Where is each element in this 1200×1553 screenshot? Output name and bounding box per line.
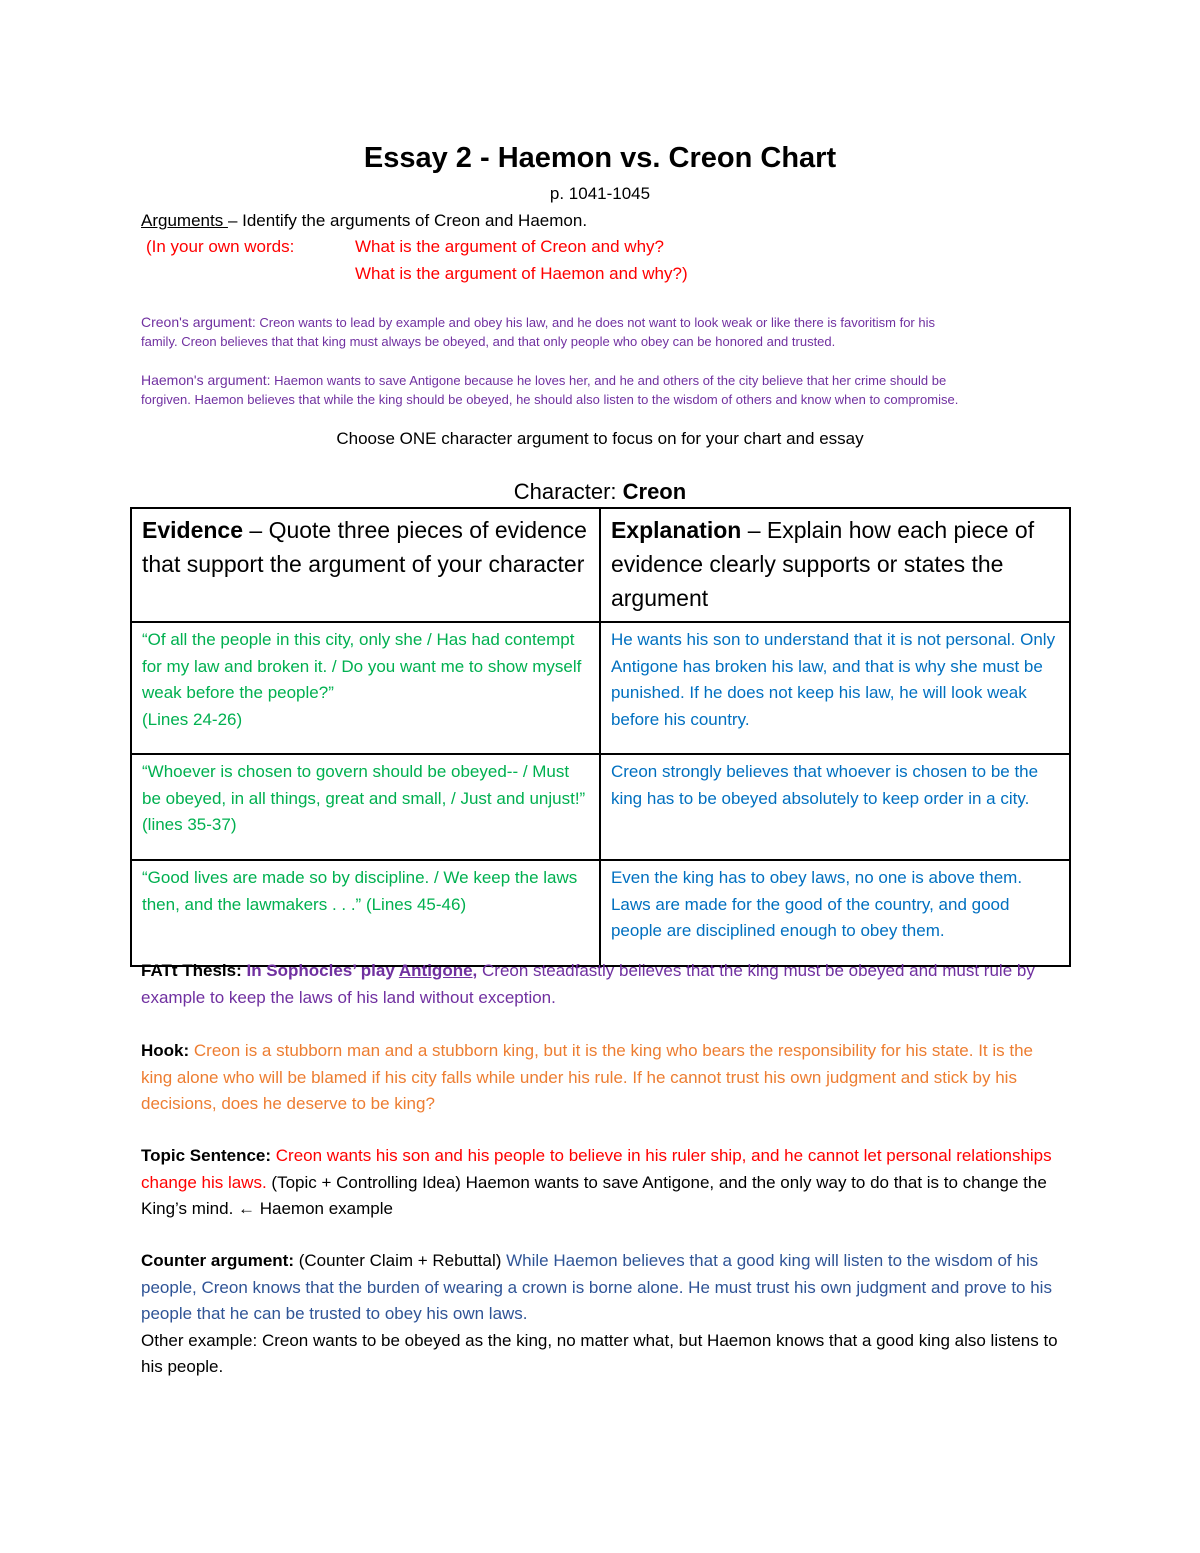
page-title: Essay 2 - Haemon vs. Creon Chart [363,142,837,174]
prompt-question-haemon: What is the argument of Haemon and why?) [355,264,688,283]
choose-instruction: Choose ONE character argument to focus on for your chart and essay [336,429,864,448]
explanation-cell: He wants his son to understand that it is not personal. Only Antigone has broken his law, and that is why she must be punished. If he does not keep his law, he will look weak before his country. [600,622,1070,754]
thesis-intro: In Sophocles’ play [241,961,399,980]
haemon-argument-text1: Haemon wants to save Antigone because he loves her, and he and others of the city believe that her crime should be [270,373,947,388]
table-row [131,754,1070,860]
character-name: Creon [622,479,687,504]
evidence-header: Evidence [142,517,243,543]
counter-label: Counter argument: [141,1251,294,1270]
thesis-comma: , [472,961,478,980]
evidence-cell: “Whoever is chosen to govern should be obeyed-- / Must be obeyed, in all things, great and small, / Just and unjust!” (lines 35-37) [131,754,600,860]
prompt-question-creon: What is the argument of Creon and why? [355,237,664,256]
evidence-header-cell [131,508,600,622]
character-heading [0,479,1200,505]
evidence-chart [130,507,1071,967]
arguments-line [141,211,587,231]
topic-sentence-paragraph [141,1143,1061,1223]
prompt-lead: (In your own words: [146,237,295,256]
hook-label: Hook: [141,1041,190,1060]
character-label: Character: [513,479,623,504]
haemon-argument-line2: forgiven. Haemon believes that while the king should be obeyed, he should also listen to the wisdom of others and know when to compromise. [141,392,959,407]
explanation-header-cell [600,508,1070,622]
evidence-description: – Quote three pieces of evidence that support the argument of your character [142,517,587,577]
thesis-play-title: Antigone [398,961,473,980]
chart-header-row [131,508,1070,622]
haemon-argument-line1 [141,370,946,391]
creon-argument-line2: family. Creon believes that that king must always be obeyed, and that only people who obey can be honored and trusted. [141,334,836,349]
page-range: p. 1041-1045 [549,184,651,203]
explanation-cell: Even the king has to obey laws, no one is above them. Laws are made for the good of the country, and good people are disciplined enough to obey them. [600,860,1070,966]
evidence-citation: (Lines 24-26) [142,709,243,729]
thesis-paragraph [141,958,1061,1011]
counter-argument-paragraph [141,1248,1061,1381]
creon-argument-text1: Creon wants to lead by example and obey his law, and he does not want to look weak or like there is favoritism for his [255,315,935,330]
arguments-instruction: – Identify the arguments of Creon and Haemon. [227,211,588,230]
table-row [131,860,1070,966]
topic-note: (Topic + Controlling Idea) Haemon wants to save Antigone, and the only way to do that is to change the King’s mind. [141,1172,1047,1218]
thesis-text: Creon steadfastly believes that the king must be obeyed and must rule by example to keep the laws of his land without exception. [141,961,1035,1007]
creon-argument-line1 [141,312,935,333]
haemon-argument-label: Haemon's argument: [141,372,271,388]
topic-example: Haemon example [255,1199,393,1218]
hook-paragraph [141,1038,1061,1118]
explanation-header: Explanation [610,517,742,543]
hook-text: Creon is a stubborn man and a stubborn king, but it is the king who bears the responsibility for his state. It is the king alone who will be blamed if his city falls while under his rule. If he cannot trust his own judgment and stick by his decisions, does he deserve to be king? [141,1041,1034,1113]
topic-label: Topic Sentence: [141,1146,272,1165]
explanation-description: – Explain how each piece of evidence clearly supports or states the argument [610,517,1035,611]
table-row [131,622,1070,754]
counter-text: While Haemon believes that a good king will listen to the wisdom of his people, Creon knows that the burden of wearing a crown is borne alone. He must trust his own judgment and prove to his people that he can be trusted to obey his own laws. [141,1251,1052,1323]
evidence-cell [131,622,600,754]
counter-other-example: Other example: Creon wants to be obeyed as the king, no matter what, but Haemon knows that a good king also listens to his people. [141,1330,1058,1376]
left-arrow-icon: ← [238,1199,256,1218]
arguments-label: Arguments [141,211,228,230]
evidence-cell: “Good lives are made so by discipline. / We keep the laws then, and the lawmakers . . .” (Lines 45-46) [131,860,600,966]
explanation-cell: Creon strongly believes that whoever is chosen to be the king has to be obeyed absolutely to keep order in a city. [600,754,1070,860]
creon-argument-label: Creon's argument: [141,314,256,330]
topic-text: Creon wants his son and his people to believe in his ruler ship, and he cannot let personal relationships change his laws. [141,1146,1052,1192]
thesis-label: FATt Thesis: [141,961,242,980]
evidence-quote: “Of all the people in this city, only she / Has had contempt for my law and broken it. / Do you want me to show myself weak before the people?” [142,630,582,702]
counter-note: (Counter Claim + Rebuttal) [294,1251,507,1270]
